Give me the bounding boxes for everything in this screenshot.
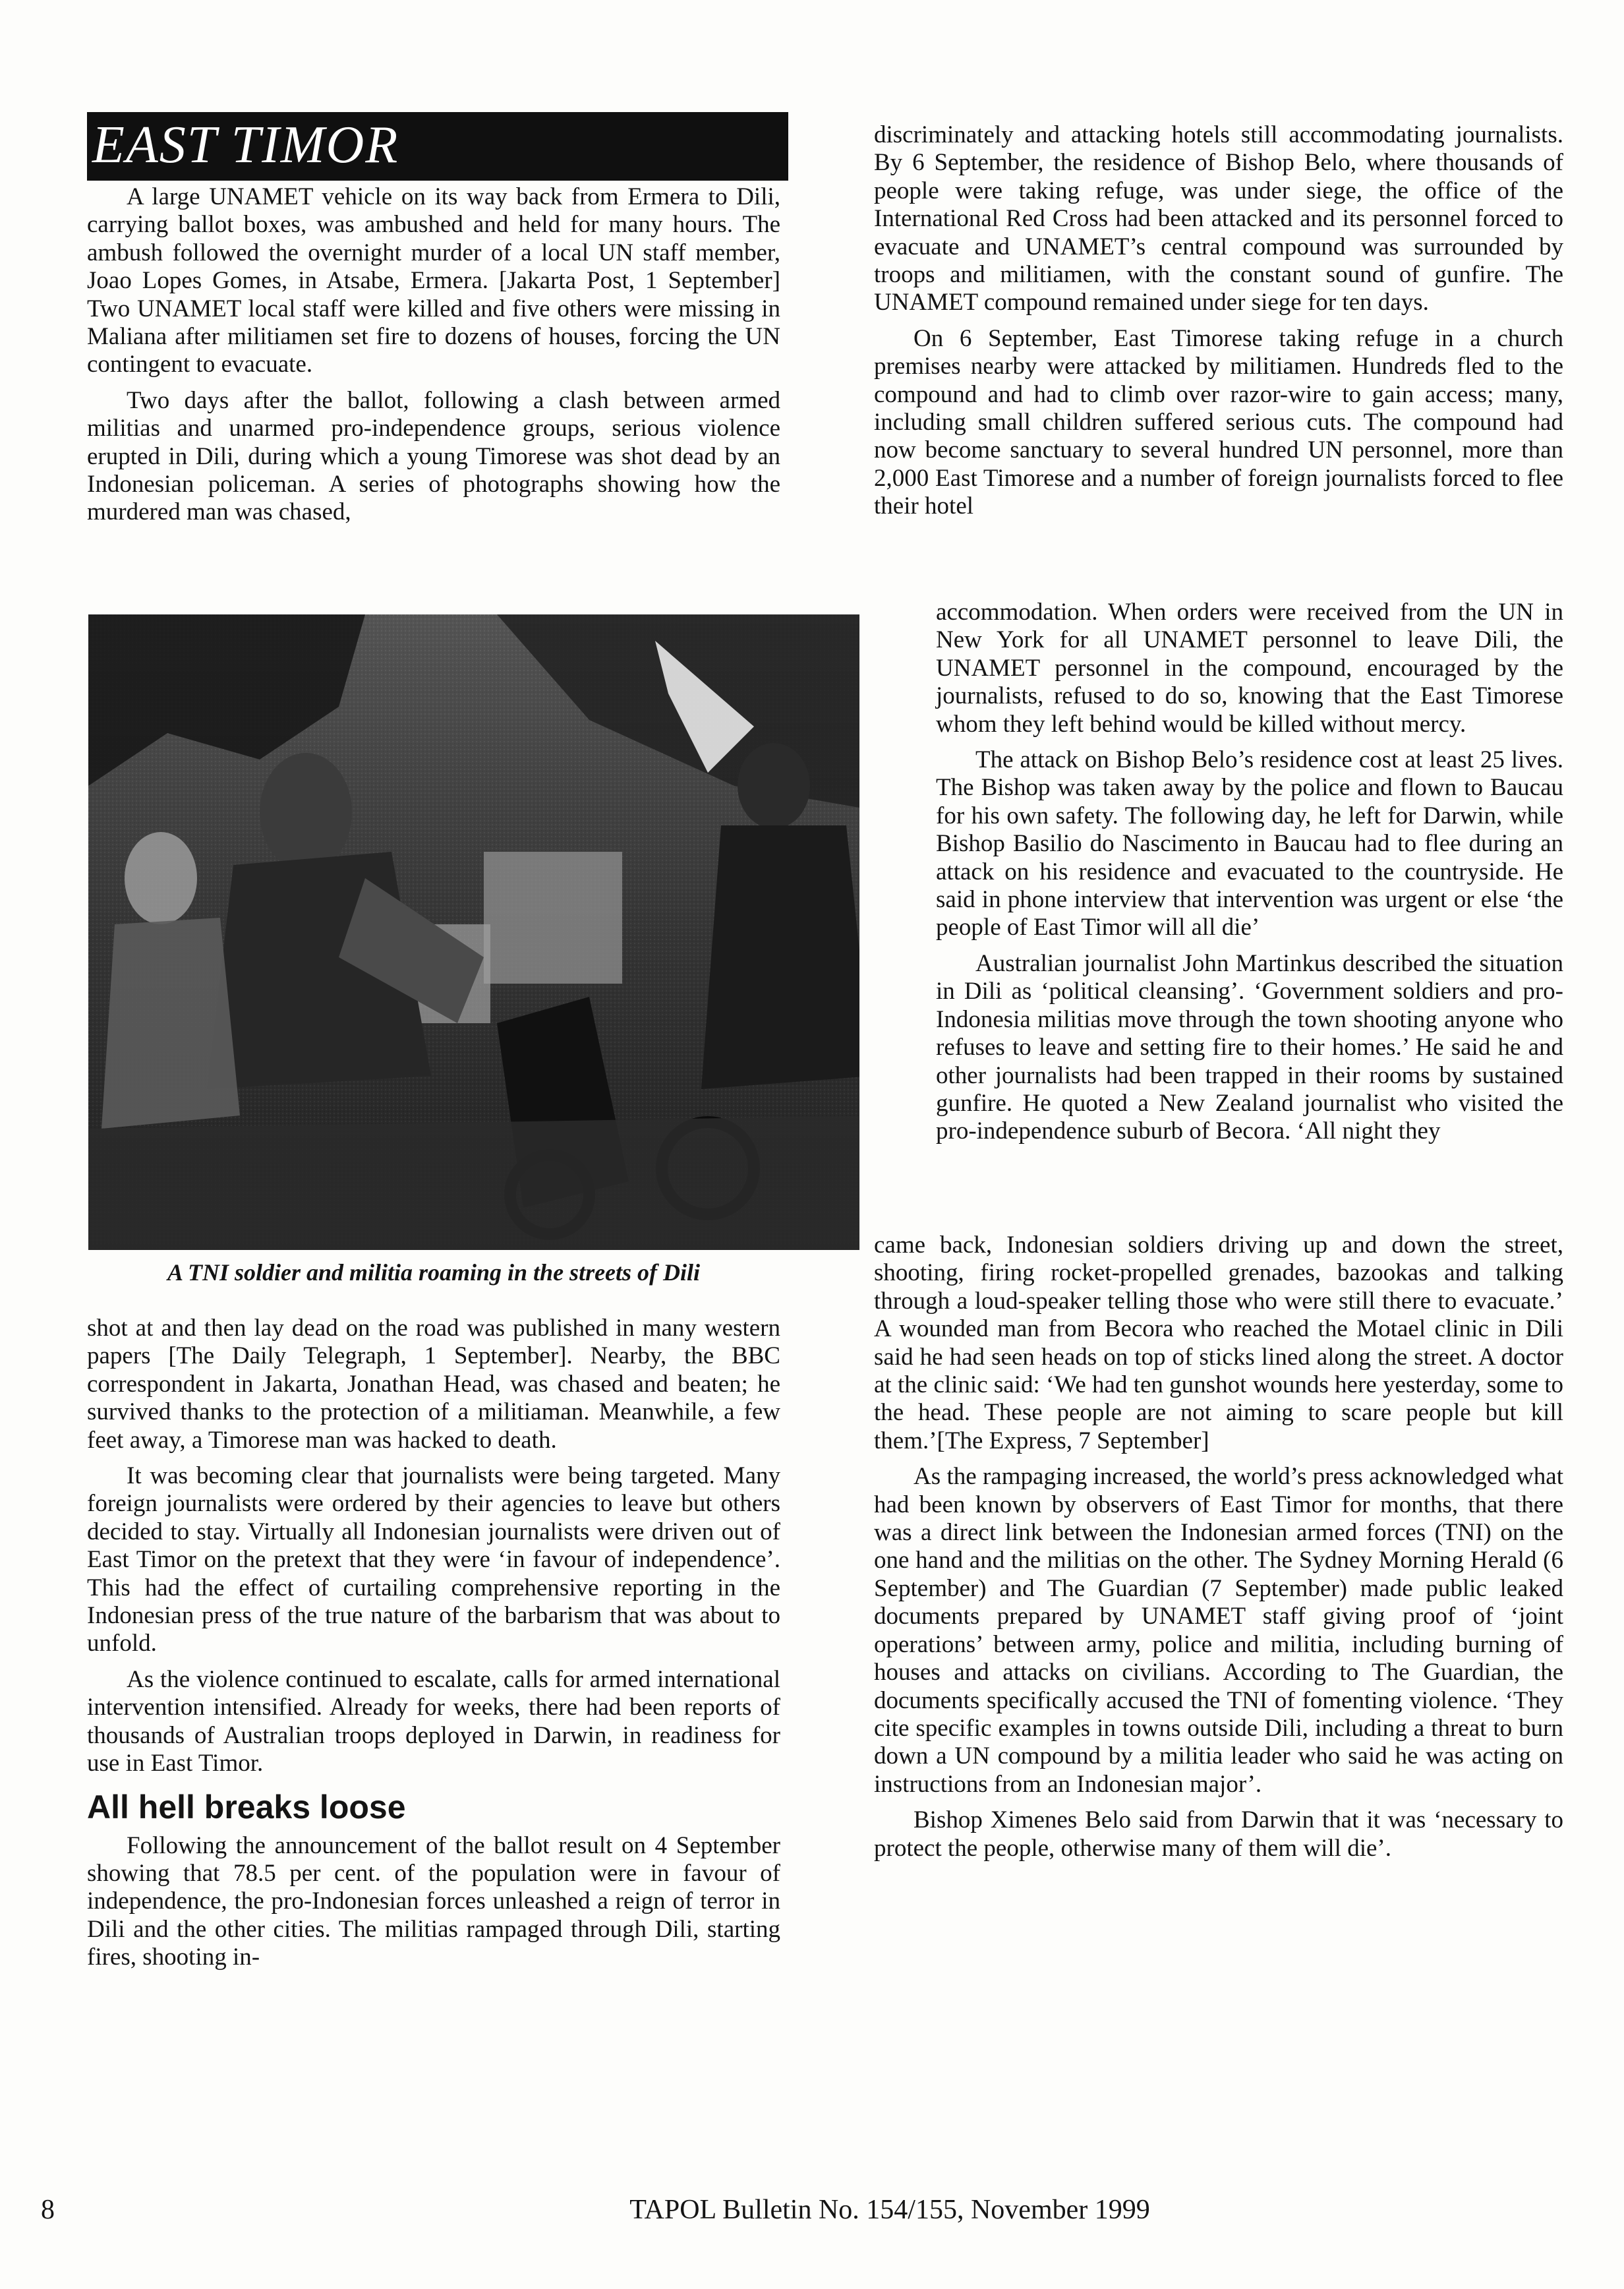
page-number: 8 xyxy=(41,2195,55,2225)
paragraph: On 6 September, East Timorese taking refuge in a church premises nearby were attacked by militiamen. Hundreds fled to the compound and had to climb over razor-wire to gain access; many, including small children suffered serious cuts. The compound had now become sanctuary to several hundred UN personnel, more than 2,000 East Timorese and a number of foreign journalists forced to flee their hotel xyxy=(874,324,1563,520)
paragraph: It was becoming clear that journalists were being targeted. Many foreign journalists were ordered by their agencies to leave but others decided to stay. Virtually all Indonesian journalists were driven out of East Timor on the pretext that they were ‘in favour of independence’. This had the effect of curtailing comprehensive reporting in the Indonesian press of the true nature of the barbarism that was about to unfold. xyxy=(87,1462,780,1657)
news-photo xyxy=(88,614,886,1250)
paragraph: accommodation. When orders were received from the UN in New York for all UNAMET personnel to leave Dili, the UNAMET personnel in the compound, encouraged by the journalists, refused to do so, knowing that the East Timorese whom they left behind would be killed without mercy. xyxy=(936,599,1563,738)
paragraph: Bishop Ximenes Belo said from Darwin that it was ‘necessary to protect the people, otherwise many of them will die’. xyxy=(874,1806,1563,1862)
section-title: EAST TIMOR xyxy=(87,112,788,181)
paragraph: Australian journalist John Martinkus described the situation in Dili as ‘political cleansing’. ‘Government soldiers and pro-Indonesia militias move through the town shooting anyone who refuses to leave and setting fire to their homes.’ He said he and other journalists had been trapped in their rooms by sustained gunfire. He quoted a New Zealand journalist who visited the pro-independence suburb of Becora. ‘All night they xyxy=(936,949,1563,1145)
paragraph: came back, Indonesian soldiers driving up and down the street, shooting, firing rocket-propelled grenades, bazookas and talking through a loud-speaker telling those who were still there to evacuate.’ A wounded man from Becora who reached the Motael clinic in Dili said he had seen heads on top of sticks lined along the street. A doctor at the clinic said: ‘We had ten gunshot wounds here yesterday, some to the head. These people are not aiming to scare people but kill them.’[The Express, 7 September] xyxy=(874,1232,1563,1454)
publication-footer: TAPOL Bulletin No. 154/155, November 1999 xyxy=(629,2195,1150,2225)
left-column-top xyxy=(87,183,780,535)
paragraph: discriminately and attacking hotels still accommodating journalists. By 6 September, the residence of Bishop Belo, where thousands of people were taking refuge, was under siege, the office of the International Red Cross had been attacked and its personnel forced to evacuate and UNAMET’s central compound was surrounded by troops and militiamen, with the constant sound of gunfire. The UNAMET compound remained under siege for ten days. xyxy=(874,121,1563,316)
subheading: All hell breaks loose xyxy=(87,1788,406,1826)
photo-image xyxy=(88,614,886,1250)
right-column-top xyxy=(874,121,1563,529)
paragraph: As the violence continued to escalate, calls for armed international intervention intensified. Already for weeks, there had been reports of thousands of Australian troops deployed in Darwin, in readiness for use in East Timor. xyxy=(87,1665,780,1777)
paragraph: A large UNAMET vehicle on its way back from Ermera to Dili, carrying ballot boxes, was ambushed and held for many hours. The ambush followed the overnight murder of a local UN staff member, Joao Lopes Gomes, in Atsabe, Ermera. [Jakarta Post, 1 September] Two UNAMET local staff were killed and five others were missing in Maliana after militiamen set fire to dozens of houses, forcing the UN contingent to evacuate. xyxy=(87,183,780,378)
paragraph: shot at and then lay dead on the road was published in many western papers [The Daily Telegraph, 1 September]. Nearby, the BBC correspondent in Jakarta, Jonathan Head, was chased and beaten; he survived thanks to the protection of a militiaman. Meanwhile, a few feet away, a Timorese man was hacked to death. xyxy=(87,1315,780,1454)
paragraph: Following the announcement of the ballot result on 4 September showing that 78.5 per cent. of the population were in favour of independence, the pro-Indonesian forces unleashed a reign of terror in Dili and the other cities. The militias rampaged through Dili, starting fires, shooting in- xyxy=(87,1831,780,1971)
paragraph: The attack on Bishop Belo’s residence cost at least 25 lives. The Bishop was taken away by the police and flown to Baucau for his own safety. The following day, he left for Darwin, while Bishop Basilio do Nascimento in Baucau had to flee during an attack on his residence and evacuated to the countryside. He said in phone interview that intervention was urgent or else ‘the people of East Timor will all die’ xyxy=(936,746,1563,941)
paragraph: As the rampaging increased, the world’s press acknowledged what had been known by observers of East Timor for months, that there was a direct link between the Indonesian armed forces (TNI) on the one hand and the militias on the other. The Sydney Morning Herald (6 September) and The Guardian (7 September) made public leaked documents prepared by UNAMET staff giving proof of ‘joint operations’ between army, police and militia, including burning of houses and attacks on civilians. According to The Guardian, the documents specifically accused the TNI of fomenting violence. ‘They cite specific examples in towns outside Dili, including a threat to burn down a UN compound by a militia leader who said he was acting on instructions from an Indonesian major’. xyxy=(874,1463,1563,1798)
left-column-bottom xyxy=(87,1315,780,1980)
right-column-narrow xyxy=(936,599,1563,1154)
photo-caption: A TNI soldier and militia roaming in the streets of Dili xyxy=(167,1259,701,1286)
paragraph: Two days after the ballot, following a clash between armed militias and unarmed pro-independence groups, serious violence erupted in Dili, during which a young Timorese was shot dead by an Indonesian policeman. A series of photographs showing how the murdered man was chased, xyxy=(87,386,780,526)
right-column-bottom xyxy=(874,1232,1563,1870)
